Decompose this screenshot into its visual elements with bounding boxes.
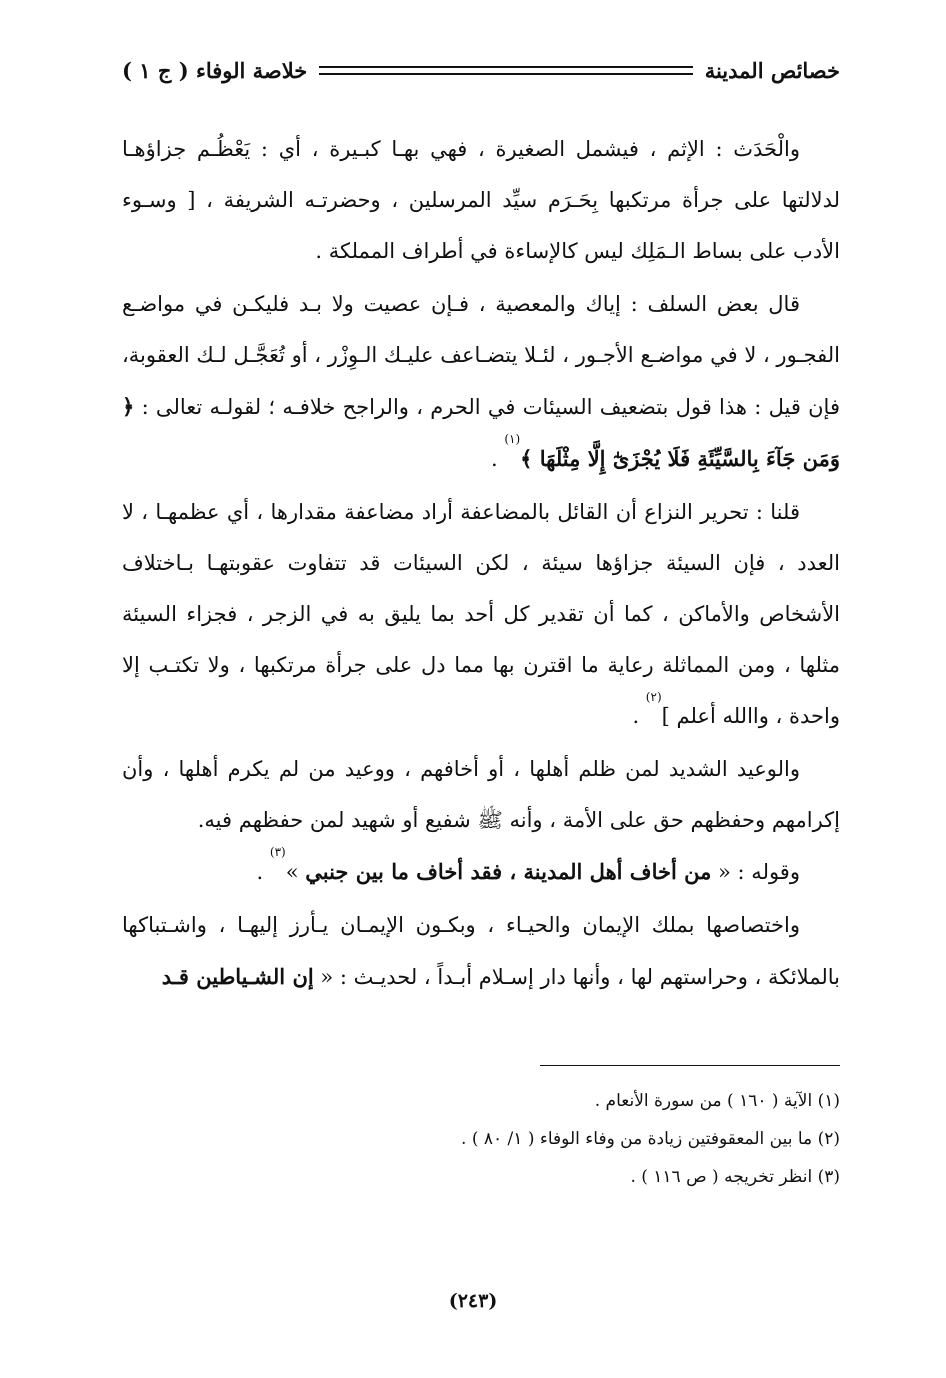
paragraph-1: والْحَدَث : الإثم ، فيشمل الصغيرة ، فهي بهـا كبـيرة ، أي : يَعْظُـم جزاؤهـا لدلالتها على جرأة مرتكبها بِحَـرَم سيِّد المرسلين ، وحضرتـه الشريفة ، [ وسـوء الأدب على بساط الـمَلِك ليس كالإساءة في أطراف المملكة . [122,137,840,263]
paragraph-5: وقوله : « من أخاف أهل المدينة ، فقد أخاف ما بين جنبي »$^{(٣)}$ . [256,845,800,884]
chapter-title: خصائص المدينة [704,57,840,83]
footnote-1: (١) الآية ( ١٦٠ ) من سورة الأنعام . [594,1091,840,1111]
hadith-start: إن الشـياطين قـد [161,964,314,989]
paragraph-4: والوعيد الشديد لمن ظلم أهلها ، أو أخافهم ، ووعيد من لم يكرم أهلها ، وأن إكرامهم وحفظهم حق على الأمة ، وأنه ﷺ شفيع أو شهيد لمن حفظهم فيه. [122,757,840,832]
hadith-quote: من أخاف أهل المدينة ، فقد أخاف ما بين جنبي [305,859,712,884]
footnotes [122,1082,840,1196]
footnote-ref-1: (١) [504,432,521,446]
quran-verse: ﴿ وَمَن جَآءَ بِالسَّيِّئَةِ فَلَا يُجْزَىٰٓ إِلَّا مِثْلَهَا ﴾ [122,394,840,471]
footnote-2: (٢) ما بين المعقوفتين زيادة من وفاء الوفاء ( ١/ ٨٠ ) . [461,1129,840,1149]
book-title: خلاصة الوفاء ( ج ١ ) [122,57,308,83]
footnote-3: (٣) انظر تخريجه ( ص ١١٦ ) . [630,1167,840,1187]
page-number: (٢٤٣) [448,1290,498,1312]
paragraph-6: واختصاصها بملك الإيمان والحيـاء ، وبكـون الإيمـان يـأرز إليهـا ، واشـتباكها بالملائكة ، وحراستهم لها ، وأنها دار إسـلام أبـداً ، لحديـث : « إن الشـياطين قـد [122,913,840,989]
running-header [122,50,840,90]
paragraph-3: قلنا : تحرير النزاع أن القائل بالمضاعفة أراد مضاعفة مقدارها ، أي عظمهـا ، لا العدد ، فإن السيئة جزاؤها سيئة ، لكن السيئات قد تتفاوت عقوبتهـا بـاختلاف الأشخاص والأماكن ، كما أن تقدير كل أحد بما يليق به في الزجر ، فجزاء السيئة مثلها ، ومن المماثلة رعاية ما اقترن بها مما دل على جرأة مرتكبها ، ولا تكتـب إلا واحدة ، واالله أعلم ]$^{(٢)}$ . [122,500,840,728]
header-rule [319,66,692,75]
main-text [122,124,840,1003]
footnote-ref-2: (٢) [645,690,662,704]
footnote-separator [540,1065,840,1066]
footnote-ref-3: (٣) [269,845,286,859]
paragraph-2: قال بعض السلف : إياك والمعصية ، فـإن عصيت ولا بـد فليكـن في مواضـع الفجـور ، لا في مواضـع الأجـور ، لئـلا يتضـاعف عليـك الـوِزْر ، أو تُعَجَّـل لـك العقوبة، فإن قيل : هذا قول بتضعيف السيئات في الحرم ، والراجح خلافـه ؛ لقولـه تعالى : ﴿ وَمَن جَآءَ بِالسَّيِّئَةِ فَلَا يُجْزَىٰٓ إِلَّا مِثْلَهَا ﴾$^{(١)}$ . [122,292,840,471]
